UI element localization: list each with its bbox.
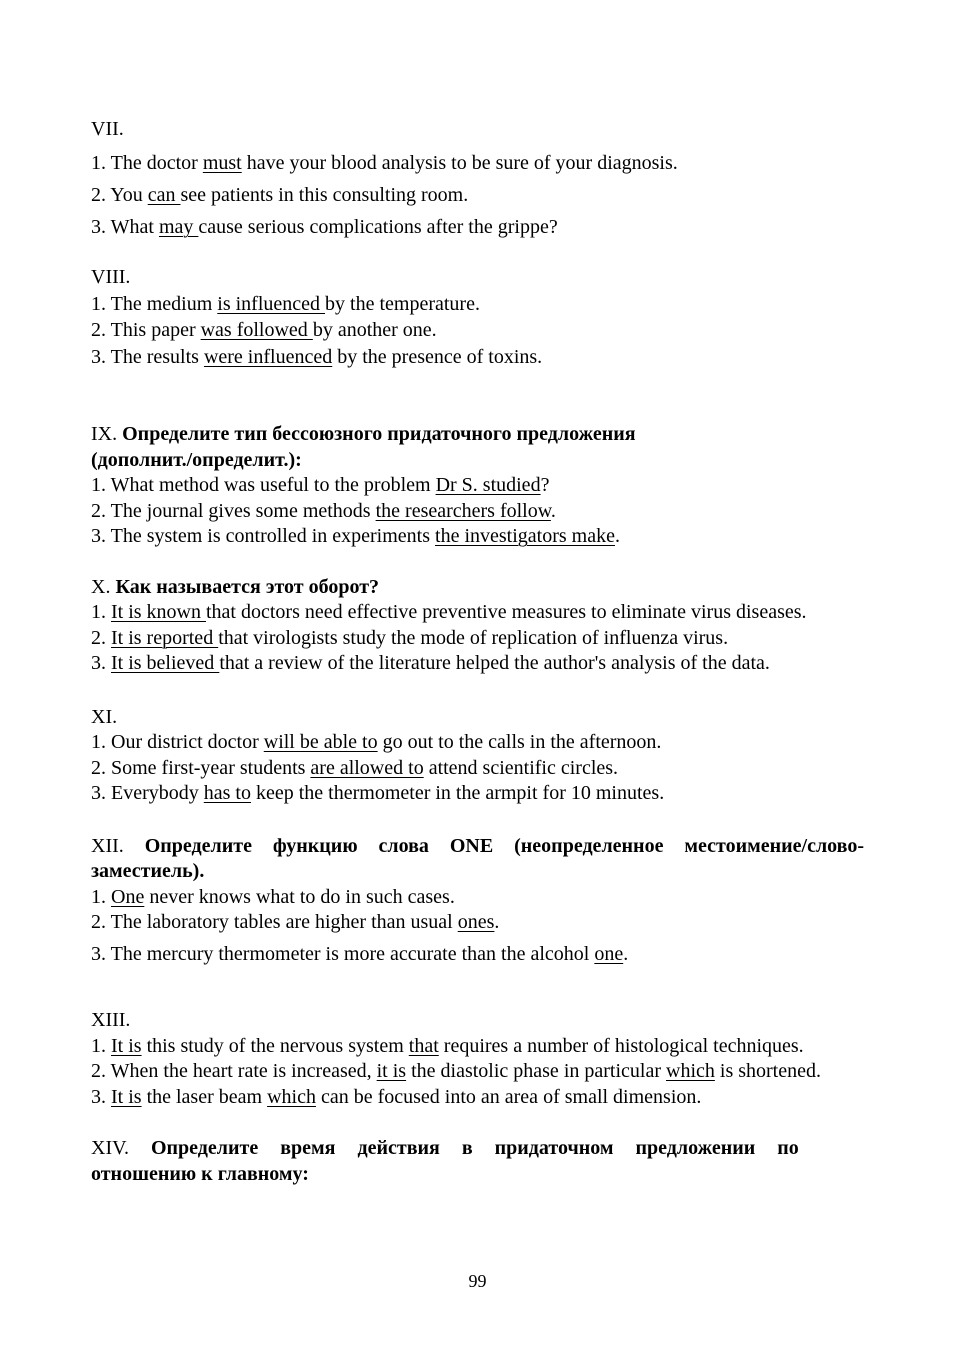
sentence-1: 1. One never knows what to do in such cases. bbox=[91, 885, 455, 908]
underlined-term: It is bbox=[111, 1034, 142, 1057]
sentence-3: 3. Everybody has to keep the thermometer in the armpit for 10 minutes. bbox=[91, 782, 665, 804]
page-number: 99 bbox=[468, 1271, 487, 1291]
sentence-3: 3. What may cause serious complications after the grippe? bbox=[91, 216, 558, 238]
underlined-term: It is reported bbox=[111, 626, 219, 649]
section-heading-cont: отношению к главному: bbox=[91, 1162, 309, 1185]
sentence-2: 2. Some first-year students are allowed to attend scientific circles. bbox=[91, 756, 619, 779]
sentence-1: 1. Our district doctor will be able to go out to the calls in the afternoon. bbox=[91, 731, 662, 753]
underlined-term: will be able to bbox=[263, 731, 378, 753]
section-x bbox=[91, 575, 864, 677]
sentence-2: 2. The laboratory tables are higher than usual ones. bbox=[91, 911, 500, 933]
sentence-1: 1. The doctor must have your blood analysis to be sure of your diagnosis. bbox=[91, 152, 678, 174]
sentence-1: 1. It is this study of the nervous system that requires a number of histological techniques. bbox=[91, 1034, 804, 1057]
section-heading bbox=[91, 834, 864, 885]
section-xi bbox=[91, 705, 864, 807]
underlined-term: were influenced bbox=[203, 345, 333, 368]
section-heading-cont: (дополнит./определит.): bbox=[91, 448, 302, 471]
page-content bbox=[91, 116, 864, 1187]
sentence-3: 3. The system is controlled in experiments the investigators make. bbox=[91, 525, 620, 547]
sentence-2: 2. The journal gives some methods the researchers follow. bbox=[91, 499, 556, 522]
sentence-3: 3. It is believed that a review of the literature helped the author's analysis of the data. bbox=[91, 652, 770, 674]
section-heading bbox=[91, 575, 864, 601]
sentence-2: 2. When the heart rate is increased, it is the diastolic phase in particular which is shortened. bbox=[91, 1060, 821, 1082]
heading-text: Как называется этот оборот? bbox=[115, 575, 380, 598]
underlined-term: are allowed to bbox=[310, 756, 424, 779]
sentence-2: 2. It is reported that virologists study the mode of replication of influenza virus. bbox=[91, 626, 729, 649]
underlined-term: is influenced bbox=[217, 292, 326, 315]
section-heading bbox=[91, 422, 864, 448]
underlined-term: was followed bbox=[200, 319, 313, 341]
section-xiii bbox=[91, 1008, 864, 1110]
underlined-term: must bbox=[202, 152, 242, 174]
underlined-term: that bbox=[408, 1034, 439, 1057]
underlined-term: ones bbox=[457, 911, 495, 933]
section-numeral: VIII. bbox=[91, 266, 131, 288]
section-numeral: XIV. bbox=[91, 1137, 151, 1159]
underlined-term: the investigators make bbox=[435, 525, 615, 547]
underlined-term: may bbox=[158, 216, 199, 238]
section-numeral: XI. bbox=[91, 705, 118, 728]
sentence-3: 3. The results were influenced by the presence of toxins. bbox=[91, 345, 543, 368]
underlined-term: one bbox=[594, 942, 624, 965]
sentence-3: 3. It is the laser beam which can be focused into an area of small dimension. bbox=[91, 1085, 702, 1108]
section-viii bbox=[91, 264, 864, 370]
sentence-1: 1. It is known that doctors need effective preventive measures to eliminate virus diseases. bbox=[91, 601, 807, 623]
sentence-3: 3. The mercury thermometer is more accurate than the alcohol one. bbox=[91, 942, 629, 965]
underlined-term: has to bbox=[203, 782, 251, 804]
underlined-term: It is known bbox=[111, 601, 206, 623]
underlined-term: It is believed bbox=[111, 652, 220, 674]
section-numeral: VII. bbox=[91, 118, 124, 140]
underlined-term: One bbox=[111, 885, 145, 908]
heading-text: Определите функцию слова ONE (неопределенное местоимение/слово-заместиель). bbox=[91, 834, 864, 882]
heading-text: Определите тип бессоюзного придаточного предложения bbox=[122, 423, 636, 445]
underlined-term: Dr S. studied bbox=[435, 474, 541, 496]
underlined-term: can bbox=[147, 184, 181, 206]
underlined-term: the researchers follow bbox=[375, 499, 551, 522]
underlined-term: which bbox=[267, 1085, 316, 1108]
underlined-term: It is bbox=[111, 1085, 142, 1108]
section-numeral: XIII. bbox=[91, 1009, 131, 1031]
section-vii bbox=[91, 116, 864, 243]
underlined-term: which bbox=[666, 1060, 715, 1082]
sentence-2: 2. This paper was followed by another one. bbox=[91, 319, 437, 341]
heading-text: Определите время действия в придаточном предложении по bbox=[150, 1137, 799, 1159]
section-numeral: X. bbox=[91, 575, 116, 598]
section-numeral: IX. bbox=[91, 423, 123, 445]
section-heading bbox=[91, 1136, 864, 1162]
section-xii bbox=[91, 834, 864, 968]
sentence-2: 2. You can see patients in this consulting room. bbox=[91, 184, 469, 206]
section-xiv bbox=[91, 1136, 864, 1187]
sentence-1: 1. What method was useful to the problem Dr S. studied? bbox=[91, 474, 550, 496]
section-ix bbox=[91, 422, 864, 550]
underlined-term: it is bbox=[376, 1060, 407, 1082]
sentence-1: 1. The medium is influenced by the temperature. bbox=[91, 292, 480, 315]
section-numeral: XII. bbox=[91, 834, 145, 857]
